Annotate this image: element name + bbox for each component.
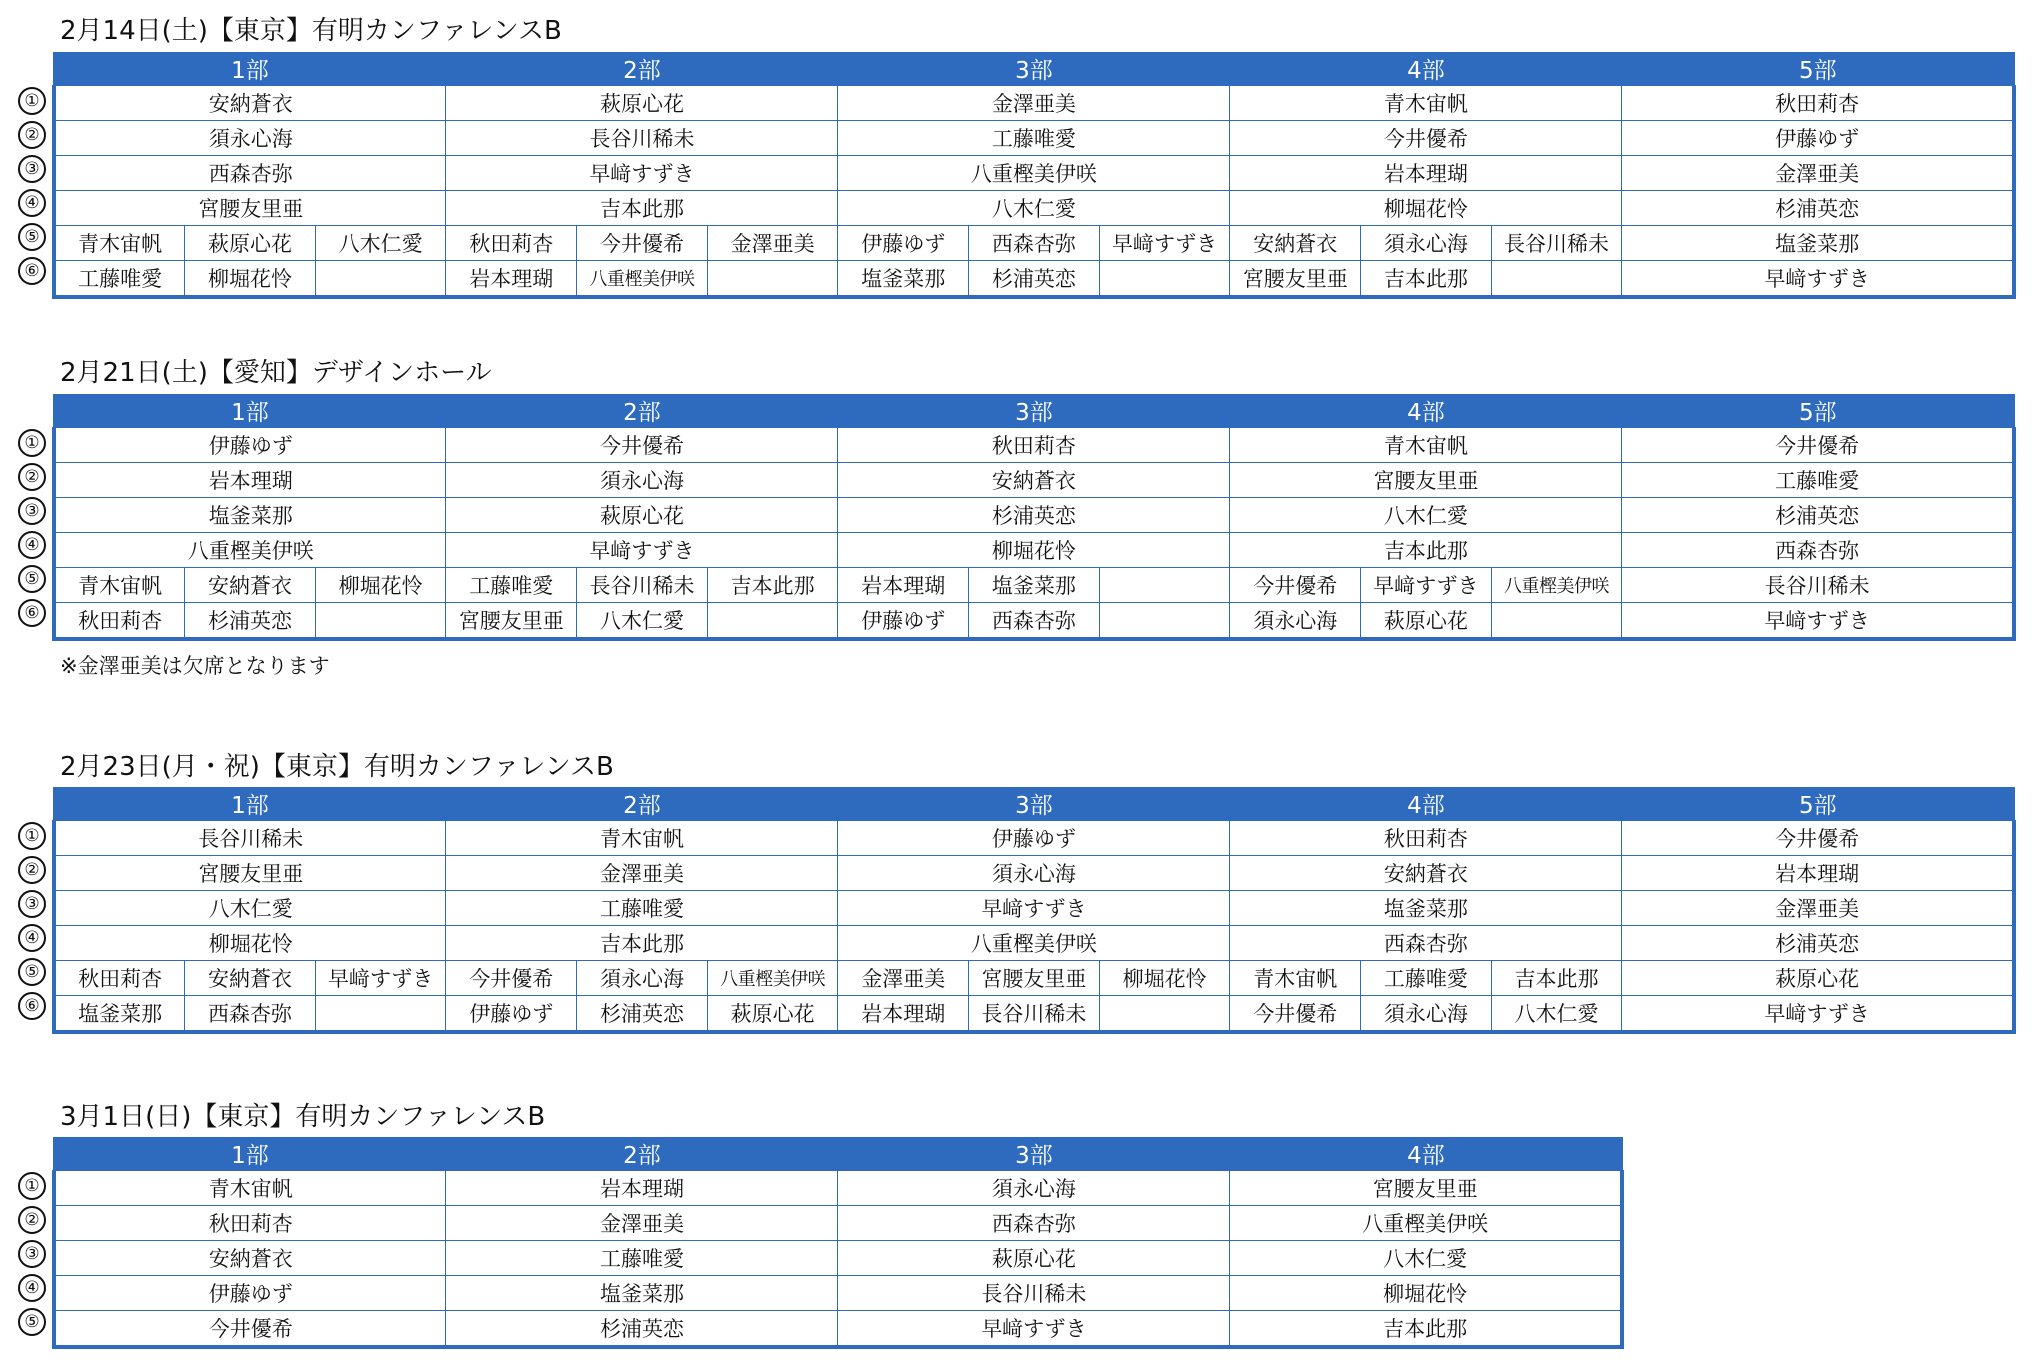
- member-cell: 宮腰友里亜: [54, 856, 446, 891]
- member-cell: [707, 261, 838, 298]
- member-cell: 伊藤ゆず: [838, 821, 1230, 856]
- table-row: [54, 86, 2014, 121]
- member-cell: 八木仁愛: [838, 191, 1230, 226]
- member-cell: 金澤亜美: [838, 86, 1230, 121]
- member-cell: 塩釜菜那: [54, 996, 185, 1033]
- member-cell: 須永心海: [577, 961, 708, 996]
- table-row: [54, 191, 2014, 226]
- part-header: 1部: [54, 1137, 446, 1171]
- row-number: ①: [18, 1172, 46, 1200]
- part-header: 4部: [1230, 52, 1622, 86]
- member-cell: 伊藤ゆず: [838, 603, 969, 640]
- member-cell: 萩原心花: [446, 498, 838, 533]
- member-cell: 塩釜菜那: [54, 498, 446, 533]
- absence-note: ※金澤亜美は欠席となります: [60, 654, 330, 678]
- row-number: ②: [18, 856, 46, 884]
- member-cell: 西森杏弥: [1622, 533, 2014, 568]
- member-cell: 工藤唯愛: [446, 891, 838, 926]
- member-cell: 西森杏弥: [838, 1206, 1230, 1241]
- member-cell: 早﨑すずき: [1622, 603, 2014, 640]
- row-number: ⑤: [18, 223, 46, 251]
- member-cell: 金澤亜美: [1622, 891, 2014, 926]
- member-cell: 伊藤ゆず: [446, 996, 577, 1033]
- member-cell: 吉本此那: [446, 191, 838, 226]
- member-cell: 今井優希: [577, 226, 708, 261]
- row-number: ②: [18, 1206, 46, 1234]
- member-cell: 宮腰友里亜: [969, 961, 1100, 996]
- member-cell: 八木仁愛: [1230, 498, 1622, 533]
- member-cell: 西森杏弥: [185, 996, 316, 1033]
- member-cell: 八木仁愛: [1491, 996, 1622, 1033]
- schedule-table: [52, 52, 2016, 299]
- member-cell: 杉浦英恋: [446, 1311, 838, 1348]
- row-number: ④: [18, 189, 46, 217]
- member-cell: [315, 261, 446, 298]
- member-cell: 西森杏弥: [969, 603, 1100, 640]
- member-cell: 早﨑すずき: [1361, 568, 1492, 603]
- member-cell: 須永心海: [1361, 996, 1492, 1033]
- member-cell: 工藤唯愛: [54, 261, 185, 298]
- member-cell: 早﨑すずき: [315, 961, 446, 996]
- table-row: [54, 1276, 1622, 1311]
- member-cell: 須永心海: [838, 1171, 1230, 1206]
- member-cell: 安納蒼衣: [1230, 226, 1361, 261]
- member-cell: 長谷川稀未: [1622, 568, 2014, 603]
- member-cell: 秋田莉杏: [1230, 821, 1622, 856]
- member-cell: 伊藤ゆず: [54, 428, 446, 463]
- row-number: ①: [18, 87, 46, 115]
- member-cell: [1491, 603, 1622, 640]
- section-title: 3月1日(日)【東京】有明カンファレンスB: [60, 1102, 546, 1132]
- member-cell: 青木宙帆: [1230, 961, 1361, 996]
- member-cell: 八重樫美伊咲: [838, 926, 1230, 961]
- table-row: [54, 428, 2014, 463]
- member-cell: 岩本理瑚: [838, 568, 969, 603]
- member-cell: 長谷川稀未: [1491, 226, 1622, 261]
- member-cell: 今井優希: [1230, 996, 1361, 1033]
- member-cell: 安納蒼衣: [185, 961, 316, 996]
- table-row: [54, 856, 2014, 891]
- member-cell: 宮腰友里亜: [1230, 1171, 1622, 1206]
- member-cell: 早﨑すずき: [838, 891, 1230, 926]
- member-cell: 秋田莉杏: [54, 1206, 446, 1241]
- part-header: 1部: [54, 787, 446, 821]
- member-cell: 杉浦英恋: [1622, 926, 2014, 961]
- row-number: ⑥: [18, 599, 46, 627]
- header-row: [54, 394, 2014, 428]
- member-cell: 岩本理瑚: [446, 261, 577, 298]
- member-cell: 岩本理瑚: [1622, 856, 2014, 891]
- member-cell: 青木宙帆: [54, 568, 185, 603]
- table-row: [54, 226, 2014, 261]
- member-cell: [1099, 568, 1230, 603]
- part-header: 3部: [838, 52, 1230, 86]
- part-header: 4部: [1230, 787, 1622, 821]
- member-cell: 工藤唯愛: [1622, 463, 2014, 498]
- row-number: ④: [18, 531, 46, 559]
- row-number: ③: [18, 1240, 46, 1268]
- table-row: [54, 961, 2014, 996]
- row-number: ③: [18, 497, 46, 525]
- member-cell: 塩釜菜那: [969, 568, 1100, 603]
- part-header: 4部: [1230, 394, 1622, 428]
- member-cell: 八重樫美伊咲: [1230, 1206, 1622, 1241]
- row-number: ①: [18, 822, 46, 850]
- row-number: ⑤: [18, 1308, 46, 1336]
- member-cell: 工藤唯愛: [838, 121, 1230, 156]
- table-row: [54, 121, 2014, 156]
- member-cell: 青木宙帆: [1230, 428, 1622, 463]
- part-header: 3部: [838, 394, 1230, 428]
- part-header: 2部: [446, 394, 838, 428]
- member-cell: 青木宙帆: [1230, 86, 1622, 121]
- member-cell: 早﨑すずき: [1099, 226, 1230, 261]
- table-row: [54, 891, 2014, 926]
- member-cell: 杉浦英恋: [838, 498, 1230, 533]
- member-cell: 杉浦英恋: [1622, 498, 2014, 533]
- member-cell: 須永心海: [54, 121, 446, 156]
- member-cell: 西森杏弥: [1230, 926, 1622, 961]
- member-cell: 吉本此那: [707, 568, 838, 603]
- member-cell: 塩釜菜那: [1622, 226, 2014, 261]
- table-row: [54, 821, 2014, 856]
- member-cell: 八木仁愛: [54, 891, 446, 926]
- part-header: 1部: [54, 52, 446, 86]
- table-row: [54, 568, 2014, 603]
- member-cell: 秋田莉杏: [54, 603, 185, 640]
- table-row: [54, 1241, 1622, 1276]
- member-cell: 柳堀花怜: [315, 568, 446, 603]
- member-cell: [1099, 603, 1230, 640]
- member-cell: 八木仁愛: [315, 226, 446, 261]
- member-cell: [315, 603, 446, 640]
- member-cell: 宮腰友里亜: [54, 191, 446, 226]
- part-header: 4部: [1230, 1137, 1622, 1171]
- member-cell: 岩本理瑚: [54, 463, 446, 498]
- table-row: [54, 996, 2014, 1033]
- member-cell: 柳堀花怜: [185, 261, 316, 298]
- member-cell: 今井優希: [1230, 121, 1622, 156]
- member-cell: 塩釜菜那: [1230, 891, 1622, 926]
- member-cell: 早﨑すずき: [446, 156, 838, 191]
- member-cell: 吉本此那: [446, 926, 838, 961]
- member-cell: 早﨑すずき: [1622, 996, 2014, 1033]
- member-cell: 吉本此那: [1230, 1311, 1622, 1348]
- section-title: 2月14日(土)【東京】有明カンファレンスB: [60, 16, 562, 46]
- member-cell: 長谷川稀未: [54, 821, 446, 856]
- member-cell: 塩釜菜那: [446, 1276, 838, 1311]
- member-cell: 杉浦英恋: [1622, 191, 2014, 226]
- header-row: [54, 787, 2014, 821]
- part-header: 2部: [446, 1137, 838, 1171]
- table-row: [54, 1171, 1622, 1206]
- row-number: ②: [18, 121, 46, 149]
- member-cell: 今井優希: [1622, 428, 2014, 463]
- part-header: 1部: [54, 394, 446, 428]
- member-cell: 工藤唯愛: [1361, 961, 1492, 996]
- table-row: [54, 156, 2014, 191]
- member-cell: 金澤亜美: [446, 856, 838, 891]
- row-number: ②: [18, 463, 46, 491]
- member-cell: [1099, 261, 1230, 298]
- member-cell: 柳堀花怜: [1230, 191, 1622, 226]
- member-cell: 金澤亜美: [1622, 156, 2014, 191]
- header-row: [54, 52, 2014, 86]
- member-cell: 早﨑すずき: [838, 1311, 1230, 1348]
- schedule-table: [52, 394, 2016, 641]
- member-cell: 安納蒼衣: [54, 86, 446, 121]
- part-header: 2部: [446, 787, 838, 821]
- member-cell: 青木宙帆: [446, 821, 838, 856]
- member-cell: 萩原心花: [185, 226, 316, 261]
- member-cell: 金澤亜美: [838, 961, 969, 996]
- member-cell: 柳堀花怜: [1230, 1276, 1622, 1311]
- member-cell: 萩原心花: [1361, 603, 1492, 640]
- member-cell: 安納蒼衣: [838, 463, 1230, 498]
- member-cell: 長谷川稀未: [577, 568, 708, 603]
- member-cell: 伊藤ゆず: [1622, 121, 2014, 156]
- section-title: 2月23日(月・祝)【東京】有明カンファレンスB: [60, 752, 614, 782]
- section-title: 2月21日(土)【愛知】デザインホール: [60, 358, 492, 388]
- table-row: [54, 463, 2014, 498]
- member-cell: 安納蒼衣: [1230, 856, 1622, 891]
- member-cell: 八重樫美伊咲: [838, 156, 1230, 191]
- header-row: [54, 1137, 1622, 1171]
- member-cell: 今井優希: [446, 428, 838, 463]
- member-cell: 塩釜菜那: [838, 261, 969, 298]
- member-cell: [1491, 261, 1622, 298]
- member-cell: 安納蒼衣: [54, 1241, 446, 1276]
- member-cell: 吉本此那: [1230, 533, 1622, 568]
- member-cell: 吉本此那: [1491, 961, 1622, 996]
- member-cell: 長谷川稀未: [446, 121, 838, 156]
- member-cell: 柳堀花怜: [1099, 961, 1230, 996]
- part-header: 5部: [1622, 394, 2014, 428]
- part-header: 3部: [838, 787, 1230, 821]
- member-cell: 宮腰友里亜: [446, 603, 577, 640]
- table-row: [54, 603, 2014, 640]
- row-number: ⑥: [18, 257, 46, 285]
- member-cell: 柳堀花怜: [838, 533, 1230, 568]
- member-cell: 萩原心花: [707, 996, 838, 1033]
- member-cell: 金澤亜美: [707, 226, 838, 261]
- member-cell: 須永心海: [446, 463, 838, 498]
- member-cell: 秋田莉杏: [1622, 86, 2014, 121]
- member-cell: 岩本理瑚: [838, 996, 969, 1033]
- member-cell: 青木宙帆: [54, 1171, 446, 1206]
- member-cell: 早﨑すずき: [1622, 261, 2014, 298]
- row-number: ⑥: [18, 992, 46, 1020]
- member-cell: 工藤唯愛: [446, 1241, 838, 1276]
- member-cell: 長谷川稀未: [838, 1276, 1230, 1311]
- schedule-table: [52, 1137, 1624, 1349]
- member-cell: 八重樫美伊咲: [54, 533, 446, 568]
- member-cell: [707, 603, 838, 640]
- member-cell: 西森杏弥: [54, 156, 446, 191]
- member-cell: 須永心海: [1230, 603, 1361, 640]
- member-cell: 長谷川稀未: [969, 996, 1100, 1033]
- member-cell: 岩本理瑚: [446, 1171, 838, 1206]
- member-cell: 秋田莉杏: [446, 226, 577, 261]
- table-row: [54, 498, 2014, 533]
- member-cell: 八木仁愛: [577, 603, 708, 640]
- member-cell: 金澤亜美: [446, 1206, 838, 1241]
- member-cell: 八重樫美伊咲: [1491, 568, 1622, 603]
- member-cell: 今井優希: [1622, 821, 2014, 856]
- member-cell: [1099, 996, 1230, 1033]
- member-cell: 伊藤ゆず: [838, 226, 969, 261]
- member-cell: 安納蒼衣: [185, 568, 316, 603]
- member-cell: 工藤唯愛: [446, 568, 577, 603]
- table-row: [54, 261, 2014, 298]
- member-cell: 今井優希: [54, 1311, 446, 1348]
- row-number: ③: [18, 890, 46, 918]
- member-cell: 岩本理瑚: [1230, 156, 1622, 191]
- row-number: ⑤: [18, 565, 46, 593]
- member-cell: 須永心海: [1361, 226, 1492, 261]
- member-cell: 杉浦英恋: [577, 996, 708, 1033]
- member-cell: 伊藤ゆず: [54, 1276, 446, 1311]
- member-cell: 八木仁愛: [1230, 1241, 1622, 1276]
- table-row: [54, 533, 2014, 568]
- member-cell: 青木宙帆: [54, 226, 185, 261]
- part-header: 3部: [838, 1137, 1230, 1171]
- table-row: [54, 1311, 1622, 1348]
- row-number: ①: [18, 429, 46, 457]
- row-number: ⑤: [18, 958, 46, 986]
- member-cell: 杉浦英恋: [969, 261, 1100, 298]
- member-cell: 八重樫美伊咲: [577, 261, 708, 298]
- member-cell: 八重樫美伊咲: [707, 961, 838, 996]
- member-cell: 吉本此那: [1361, 261, 1492, 298]
- member-cell: 西森杏弥: [969, 226, 1100, 261]
- table-row: [54, 1206, 1622, 1241]
- row-number: ④: [18, 1274, 46, 1302]
- part-header: 5部: [1622, 52, 2014, 86]
- member-cell: 今井優希: [1230, 568, 1361, 603]
- schedule-table: [52, 787, 2016, 1034]
- member-cell: 萩原心花: [838, 1241, 1230, 1276]
- table-row: [54, 926, 2014, 961]
- member-cell: 萩原心花: [1622, 961, 2014, 996]
- member-cell: 柳堀花怜: [54, 926, 446, 961]
- part-header: 5部: [1622, 787, 2014, 821]
- member-cell: 秋田莉杏: [54, 961, 185, 996]
- member-cell: 今井優希: [446, 961, 577, 996]
- member-cell: 須永心海: [838, 856, 1230, 891]
- member-cell: 秋田莉杏: [838, 428, 1230, 463]
- row-number: ③: [18, 155, 46, 183]
- part-header: 2部: [446, 52, 838, 86]
- member-cell: 早﨑すずき: [446, 533, 838, 568]
- member-cell: 萩原心花: [446, 86, 838, 121]
- row-number: ④: [18, 924, 46, 952]
- member-cell: 杉浦英恋: [185, 603, 316, 640]
- member-cell: 宮腰友里亜: [1230, 463, 1622, 498]
- member-cell: [315, 996, 446, 1033]
- member-cell: 宮腰友里亜: [1230, 261, 1361, 298]
